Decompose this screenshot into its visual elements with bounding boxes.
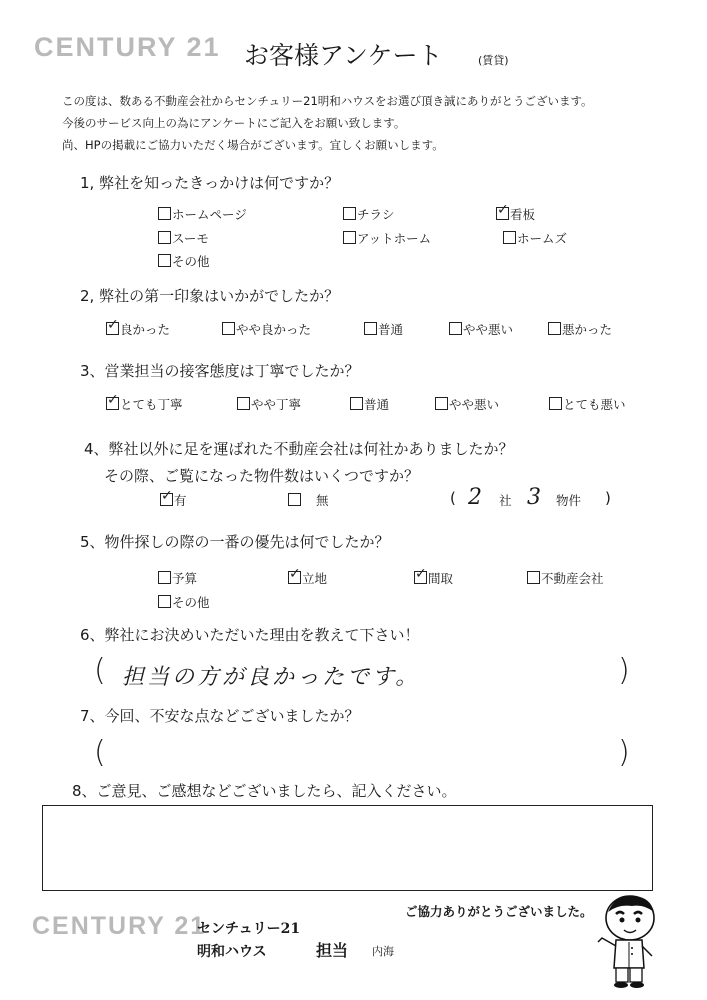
- q5-option-location[interactable]: ✓ 立地: [288, 569, 327, 587]
- checkbox: [350, 397, 363, 410]
- q1-option-flyer[interactable]: チラシ: [343, 205, 395, 223]
- q2-option-good[interactable]: ✓良かった: [106, 320, 170, 338]
- q1-option-suumo[interactable]: スーモ: [158, 229, 209, 247]
- q5-option-budget[interactable]: 予算: [158, 569, 197, 587]
- checkbox: [288, 493, 301, 506]
- checkbox-checked: [414, 571, 427, 584]
- checkbox: [364, 322, 377, 335]
- question-5: 5、物件探しの際の一番の優先は何でしたか？: [80, 533, 390, 551]
- checkbox: [548, 322, 561, 335]
- checkbox-checked: [288, 571, 301, 584]
- checkbox: [237, 397, 250, 410]
- page-title-sub: (賃貸): [478, 54, 509, 67]
- q3-option-normal[interactable]: 普通: [350, 395, 389, 413]
- q4-open-paren: (: [450, 489, 456, 507]
- company-name-line-2: 明和ハウス: [197, 944, 267, 960]
- checkbox-checked: [160, 493, 173, 506]
- q2-option-bad[interactable]: 悪かった: [548, 320, 612, 338]
- checkbox: [158, 254, 171, 267]
- q4-option-yes[interactable]: ✓有: [160, 491, 187, 509]
- question-4-line-1: 4、弊社以外に足を運ばれた不動産会社は何社かありましたか？: [84, 440, 514, 458]
- q4-companies-unit: 社: [499, 493, 512, 508]
- checkbox: [549, 397, 562, 410]
- checkbox-checked: [496, 207, 509, 220]
- q6-open-paren: (: [94, 653, 106, 688]
- q1-option-athome[interactable]: アットホーム: [343, 229, 431, 247]
- question-3: 3、営業担当の接客態度は丁寧でしたか？: [80, 362, 360, 380]
- q1-option-other[interactable]: その他: [158, 252, 210, 270]
- question-2: 2, 弊社の第一印象はいかがでしたか？: [80, 287, 340, 305]
- intro-line-3: 尚、HPの掲載にご協力いただく場合がございます。宜しくお願いします。: [62, 138, 444, 152]
- staff-name: 内海: [372, 945, 394, 958]
- checkbox: [503, 231, 516, 244]
- checkbox: [435, 397, 448, 410]
- page-title: お客様アンケート: [244, 41, 443, 70]
- q6-answer[interactable]: 担当の方が良かったです。: [122, 665, 421, 690]
- q7-close-paren: ): [618, 735, 630, 770]
- q3-option-fairly-polite[interactable]: やや丁寧: [237, 395, 301, 413]
- q3-option-very-polite[interactable]: ✓とても丁寧: [106, 395, 183, 413]
- checkbox: [158, 231, 171, 244]
- question-6: 6、弊社にお決めいただいた理由を教えて下さい！: [80, 626, 420, 644]
- question-4-line-2: その際、ご覧になった物件数はいくつですか？: [104, 467, 420, 485]
- question-7: 7、今回、不安な点などございましたか？: [80, 707, 360, 725]
- intro-line-2: 今後のサービス向上の為にアンケートにご記入をお願い致します。: [62, 116, 406, 130]
- intro-line-1: この度は、数ある不動産会社からセンチュリー21明和ハウスをお選び頂き誠にありがとうございます。: [62, 94, 593, 108]
- century21-footer-logo: CENTURY 21: [32, 912, 207, 940]
- q4-properties-unit: 物件: [556, 493, 582, 508]
- q1-option-homepage[interactable]: ホームページ: [158, 205, 247, 223]
- checkbox: [343, 231, 356, 244]
- q7-open-paren: (: [94, 735, 106, 770]
- checkbox: [158, 571, 171, 584]
- q3-option-very-bad[interactable]: とても悪い: [549, 395, 626, 413]
- q6-close-paren: ): [618, 653, 630, 688]
- thanks-message: ご協力ありがとうございました。: [405, 904, 593, 919]
- checkbox-checked: [106, 322, 119, 335]
- q2-option-normal[interactable]: 普通: [364, 320, 403, 338]
- checkbox: [449, 322, 462, 335]
- q1-option-signboard[interactable]: ✓ 看板: [496, 205, 535, 223]
- q2-option-fairly-good[interactable]: やや良かった: [222, 320, 311, 338]
- comment-box[interactable]: [42, 805, 653, 891]
- question-1: 1, 弊社を知ったきっかけは何ですか？: [80, 174, 340, 192]
- checkbox-checked: [106, 397, 119, 410]
- q5-option-agency[interactable]: 不動産会社: [527, 569, 604, 587]
- q4-option-no[interactable]: 無: [288, 491, 329, 509]
- checkbox: [343, 207, 356, 220]
- checkbox: [527, 571, 540, 584]
- q4-properties-count: 3: [527, 485, 541, 510]
- question-8: 8、ご意見、ご感想などございましたら、記入ください。: [72, 782, 457, 800]
- checkbox: [158, 595, 171, 608]
- q4-companies-count: 2: [468, 485, 482, 510]
- checkbox: [222, 322, 235, 335]
- company-name-line-1: センチュリー21: [197, 921, 301, 937]
- q5-option-other[interactable]: その他: [158, 593, 210, 611]
- q5-option-layout[interactable]: ✓ 間取: [414, 569, 453, 587]
- q3-option-fairly-bad[interactable]: やや悪い: [435, 395, 499, 413]
- q1-option-homes[interactable]: ホームズ: [503, 229, 567, 247]
- checkbox: [158, 207, 171, 220]
- staff-label: 担当: [316, 941, 349, 960]
- mascot-illustration: [586, 890, 666, 990]
- q2-option-fairly-bad[interactable]: やや悪い: [449, 320, 513, 338]
- century21-logo: CENTURY 21: [34, 32, 221, 62]
- q4-close-paren: ): [605, 489, 611, 507]
